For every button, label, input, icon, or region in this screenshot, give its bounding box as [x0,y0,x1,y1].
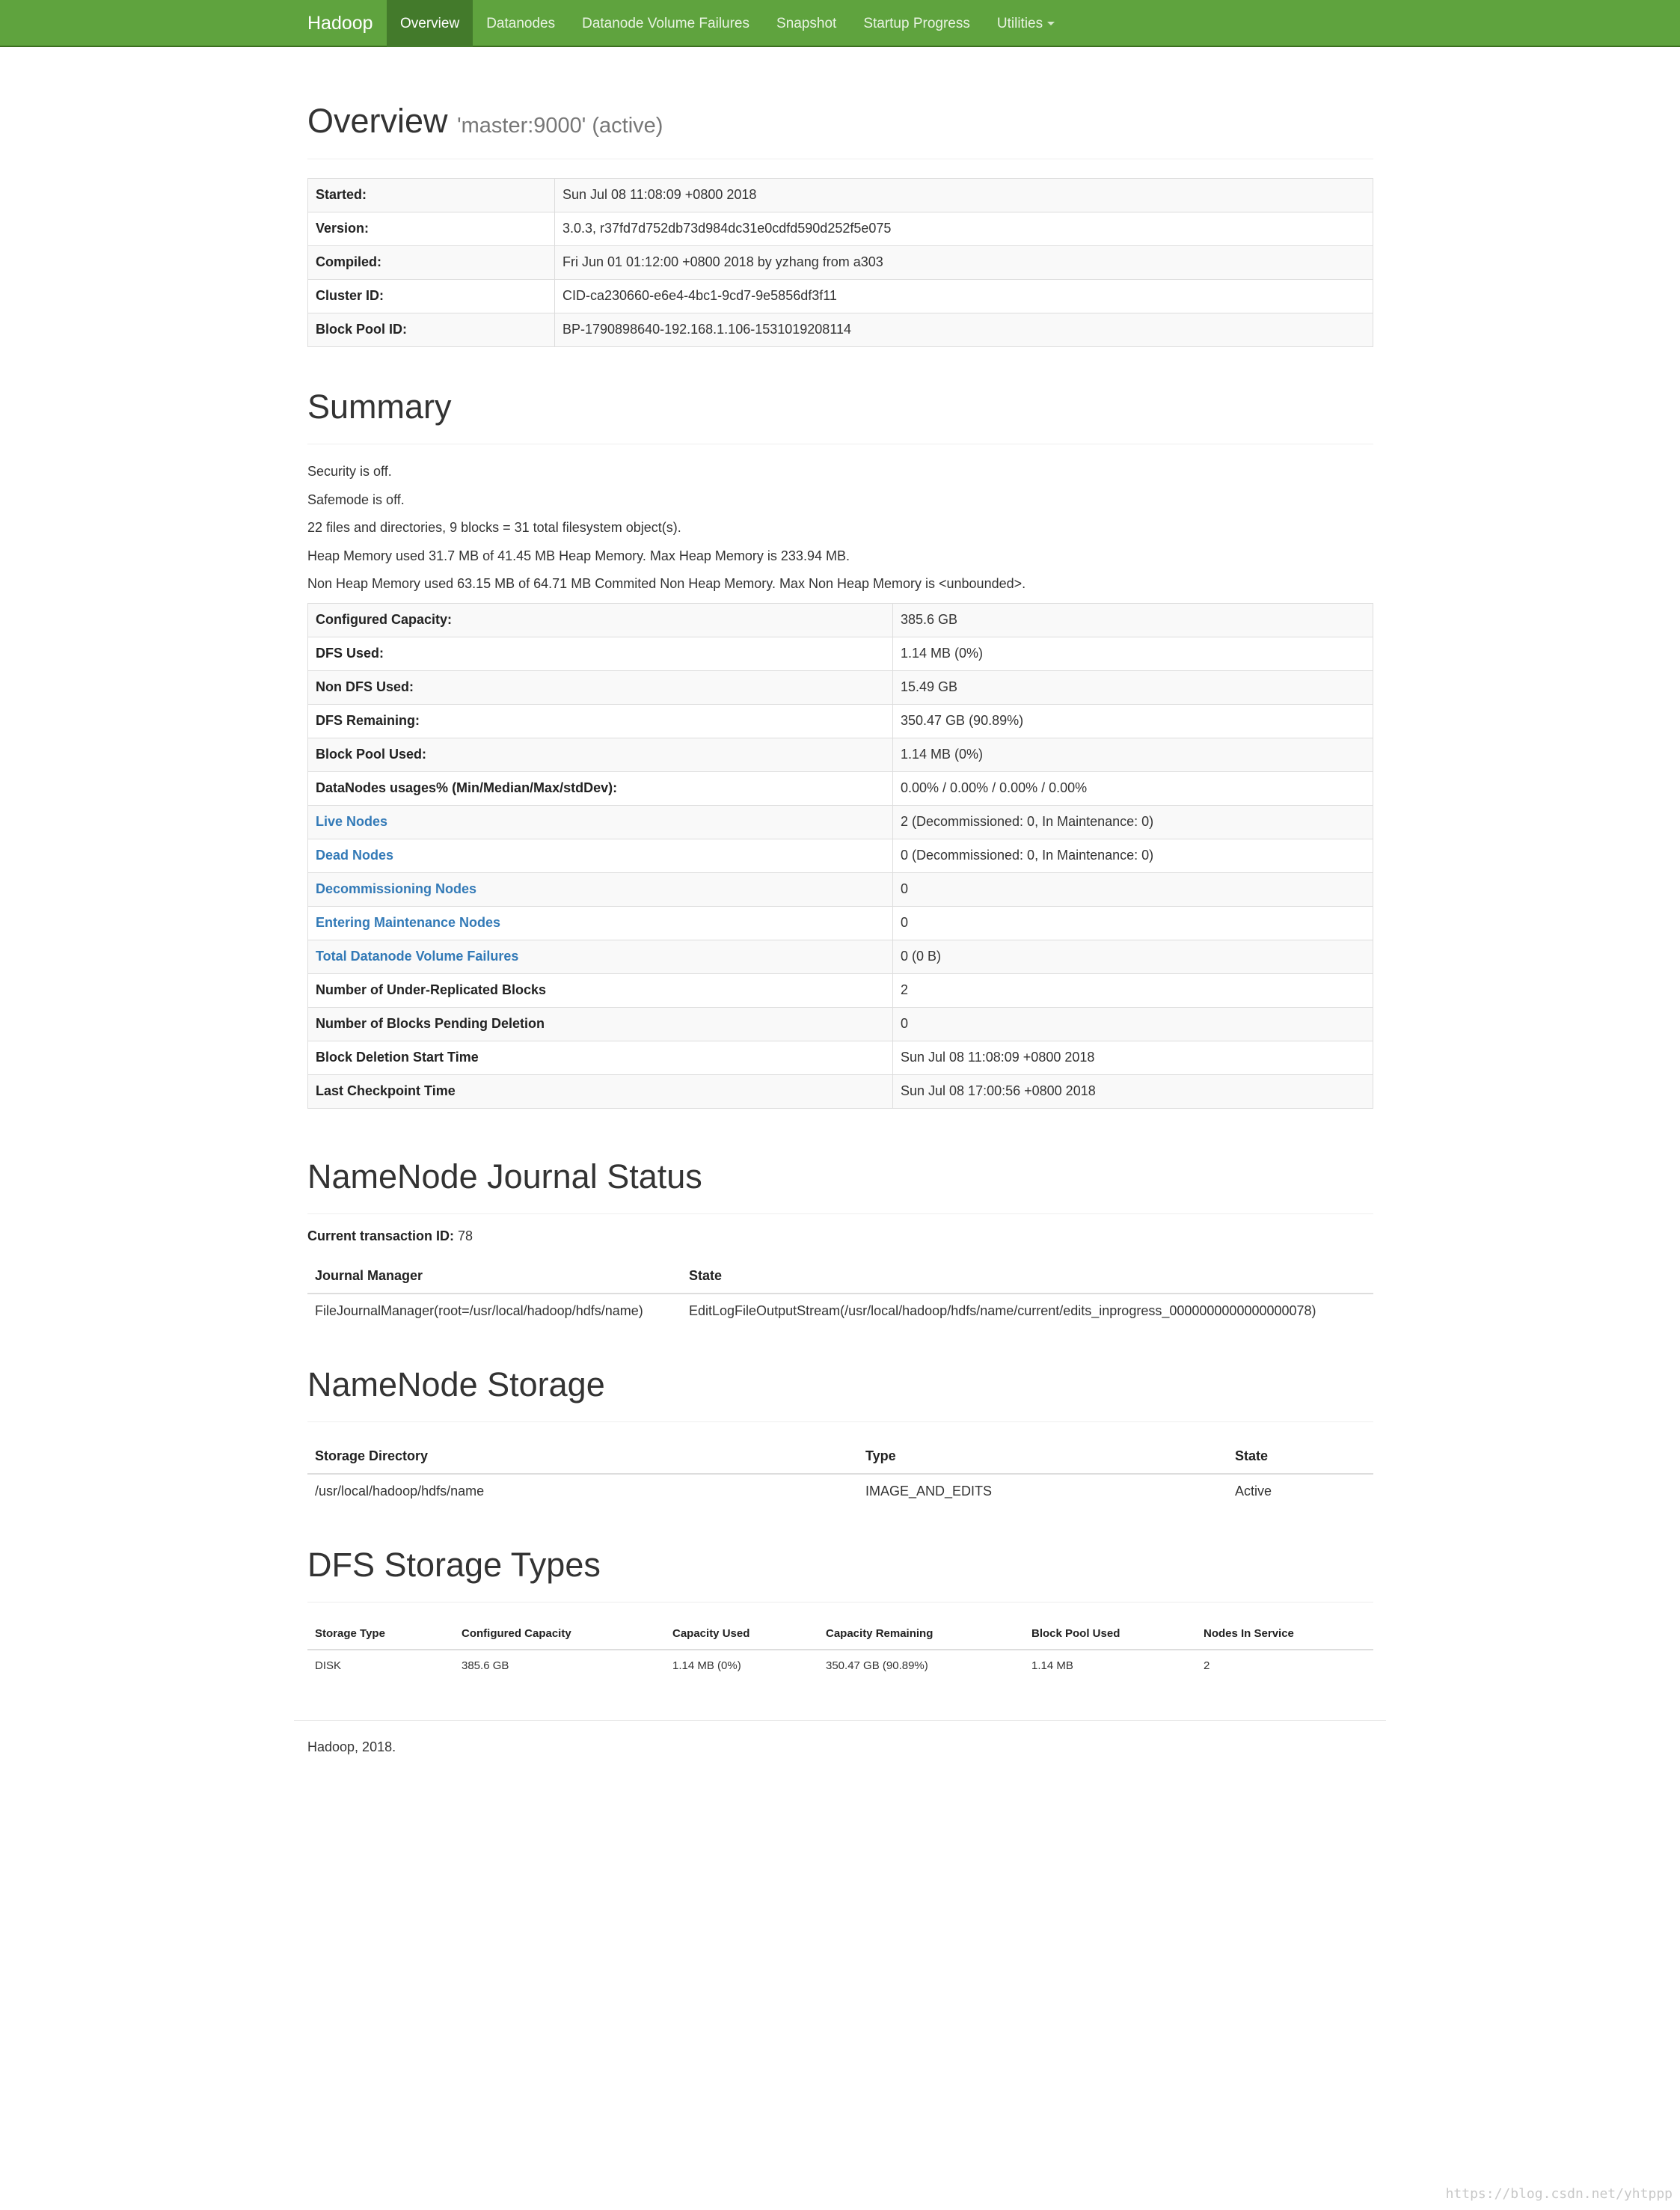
row-key: Number of Blocks Pending Deletion [308,1008,893,1041]
row-key: Version: [308,212,555,246]
summary-lines [307,458,1026,599]
table-cell: 1.14 MB (0%) [672,1659,741,1672]
brand-link[interactable]: Hadoop [307,13,373,34]
storage-types-heading: DFS Storage Types [307,1542,1373,1603]
row-key: DataNodes usages% (Min/Median/Max/stdDev): [308,772,893,806]
row-value: 0 [893,907,1373,940]
row-key-cell [308,940,893,974]
nav-utilities-dropdown[interactable] [984,0,1068,47]
row-key: Started: [308,179,555,212]
nav-startup-progress[interactable]: Startup Progress [863,16,970,31]
table-cell: 350.47 GB (90.89%) [826,1659,928,1672]
nav-datanodes[interactable]: Datanodes [486,16,556,31]
table-row [308,637,1373,671]
row-key: Number of Under-Replicated Blocks [308,974,893,1008]
table-row [307,1294,1373,1328]
row-value: Fri Jun 01 01:12:00 +0800 2018 by yzhang from a303 [555,246,1373,280]
nav-datanode-volume-failures[interactable]: Datanode Volume Failures [582,16,750,31]
current-transaction-id [307,1227,473,1246]
row-value: CID-ca230660-e6e4-4bc1-9cd7-9e5856df3f11 [555,280,1373,313]
table-row [308,246,1373,280]
row-value: 2 (Decommissioned: 0, In Maintenance: 0) [893,806,1373,839]
column-header: Nodes In Service [1196,1618,1373,1650]
table-cell: EditLogFileOutputStream(/usr/local/hadoop/hdfs/name/current/edits_inprogress_0000000000000000078) [689,1303,1316,1318]
row-value: Sun Jul 08 11:08:09 +0800 2018 [893,1041,1373,1075]
summary-table [307,603,1373,1109]
table-row [308,705,1373,738]
row-key: Block Deletion Start Time [308,1041,893,1075]
nav-overview[interactable]: Overview [387,0,473,47]
table-cell: IMAGE_AND_EDITS [865,1483,993,1499]
table-cell: Active [1235,1483,1272,1499]
column-header: Journal Manager [307,1259,681,1294]
row-key: Non DFS Used: [308,671,893,705]
table-cell: FileJournalManager(root=/usr/local/hadoop/hdfs/name) [315,1303,643,1318]
table-row [307,1650,1373,1681]
summary-line: 22 files and directories, 9 blocks = 31 total filesystem object(s). [307,520,681,535]
live-nodes-link[interactable]: Live Nodes [316,814,388,830]
table-cell: 1.14 MB [1031,1659,1073,1672]
table-row [308,772,1373,806]
table-row [308,313,1373,347]
row-value: 3.0.3, r37fd7d752db73d984dc31e0cdfd590d252f5e075 [555,212,1373,246]
table-cell: DISK [315,1659,342,1672]
table-row [308,839,1373,873]
overview-title: Overview [307,102,448,140]
nav-utilities-label: Utilities [996,16,1043,31]
storage-table [307,1439,1373,1508]
table-header-row [307,1618,1373,1650]
row-key: Configured Capacity: [308,604,893,637]
row-value: BP-1790898640-192.168.1.106-1531019208114 [555,313,1373,347]
row-key-cell [308,907,893,940]
nav-snapshot[interactable]: Snapshot [776,16,837,31]
summary-line: Non Heap Memory used 63.15 MB of 64.71 MB Commited Non Heap Memory. Max Non Heap Memory is <unbounded>. [307,576,1026,591]
column-header: Configured Capacity [454,1618,665,1650]
row-value: Sun Jul 08 11:08:09 +0800 2018 [555,179,1373,212]
table-row [308,1075,1373,1109]
row-value: 0 [893,1008,1373,1041]
footer-divider [294,1720,1386,1721]
entering-maintenance-nodes-link[interactable]: Entering Maintenance Nodes [316,915,501,931]
nav-menu [387,0,1068,47]
table-row [307,1474,1373,1508]
watermark-text: https://blog.csdn.net/yhtppp [1445,2186,1673,2202]
summary-line: Safemode is off. [307,492,405,507]
row-value: 2 [893,974,1373,1008]
table-row [308,940,1373,974]
overview-subtitle: 'master:9000' (active) [457,114,663,138]
row-key: Last Checkpoint Time [308,1075,893,1109]
top-navbar [0,0,1680,47]
row-value: 15.49 GB [893,671,1373,705]
table-row [308,907,1373,940]
journal-table [307,1259,1373,1328]
chevron-down-icon [1047,22,1055,25]
column-header: Type [858,1439,1227,1474]
row-key: Compiled: [308,246,555,280]
journal-heading: NameNode Journal Status [307,1154,1373,1214]
overview-table [307,178,1373,347]
column-header: State [1227,1439,1373,1474]
txid-value: 78 [458,1228,473,1243]
table-row [308,873,1373,907]
column-header: Storage Type [307,1618,454,1650]
column-header: Block Pool Used [1024,1618,1196,1650]
storage-heading: NameNode Storage [307,1362,1373,1422]
txid-label: Current transaction ID: [307,1228,455,1243]
column-header: Storage Directory [307,1439,858,1474]
row-key: DFS Used: [308,637,893,671]
row-key: Block Pool ID: [308,313,555,347]
row-value: 350.47 GB (90.89%) [893,705,1373,738]
storage-types-table [307,1618,1373,1681]
column-header: Capacity Used [665,1618,818,1650]
row-value: 0 [893,873,1373,907]
overview-heading [307,99,1373,159]
table-row [308,1008,1373,1041]
column-header: State [681,1259,1373,1294]
table-row [308,280,1373,313]
row-value: 0 (0 B) [893,940,1373,974]
summary-heading: Summary [307,384,1373,444]
table-header-row [307,1259,1373,1294]
table-cell: 385.6 GB [462,1659,509,1672]
table-row [308,671,1373,705]
table-header-row [307,1439,1373,1474]
row-key: Block Pool Used: [308,738,893,772]
row-value: 1.14 MB (0%) [893,637,1373,671]
column-header: Capacity Remaining [818,1618,1024,1650]
row-value: Sun Jul 08 17:00:56 +0800 2018 [893,1075,1373,1109]
row-key-cell [308,806,893,839]
table-row [308,738,1373,772]
table-row [308,212,1373,246]
row-value: 0 (Decommissioned: 0, In Maintenance: 0) [893,839,1373,873]
table-row [308,1041,1373,1075]
summary-line: Heap Memory used 31.7 MB of 41.45 MB Heap Memory. Max Heap Memory is 233.94 MB. [307,548,850,563]
table-row [308,806,1373,839]
row-value: 385.6 GB [893,604,1373,637]
table-cell: 2 [1204,1659,1210,1672]
row-key-cell [308,839,893,873]
table-row [308,604,1373,637]
total-datanode-volume-failures-link[interactable]: Total Datanode Volume Failures [316,949,519,964]
summary-line: Security is off. [307,464,392,479]
row-value: 1.14 MB (0%) [893,738,1373,772]
decommissioning-nodes-link[interactable]: Decommissioning Nodes [316,881,477,897]
dead-nodes-link[interactable]: Dead Nodes [316,848,394,863]
table-row [308,179,1373,212]
row-value: 0.00% / 0.00% / 0.00% / 0.00% [893,772,1373,806]
table-row [308,974,1373,1008]
row-key: DFS Remaining: [308,705,893,738]
footer-text: Hadoop, 2018. [307,1739,396,1754]
row-key-cell [308,873,893,907]
table-cell: /usr/local/hadoop/hdfs/name [315,1483,485,1499]
row-key: Cluster ID: [308,280,555,313]
